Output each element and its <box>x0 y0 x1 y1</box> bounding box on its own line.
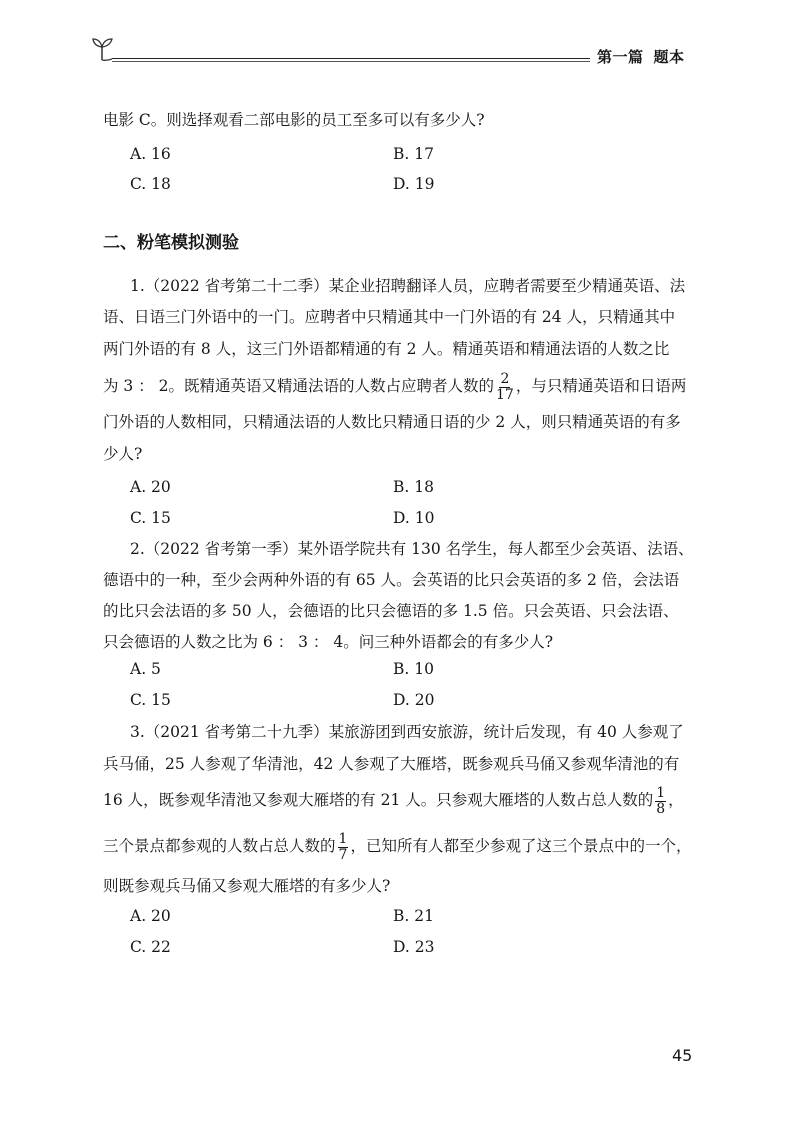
q2-option-b: B. 10 <box>393 660 434 678</box>
q1-line-6: 少人? <box>103 445 143 463</box>
q3-fraction-1-num: 1 <box>656 784 666 801</box>
q3-line-3 <box>103 780 684 820</box>
q1-option-c: C. 15 <box>130 509 171 527</box>
q1-fraction-den: 17 <box>496 386 514 403</box>
q1-line-4a: 为 3 ： 2。既精通英语又精通法语的人数占应聘者人数的 <box>103 377 495 395</box>
q1-option-d: D. 10 <box>393 509 435 527</box>
q2-option-c: C. 15 <box>130 691 171 709</box>
q3-option-a: A. 20 <box>130 907 171 925</box>
header-section: 第一篇 <box>597 48 644 66</box>
intro-option-c: C. 18 <box>130 175 171 193</box>
q3-fraction-2-den: 7 <box>338 846 348 863</box>
q1-line-2: 语、日语三门外语中的一门。应聘者中只精通其中一门外语的有 24 人，只精通其中 <box>103 308 676 326</box>
intro-option-b: B. 17 <box>393 145 434 163</box>
q2-line-3: 的比只会法语的多 50 人，会德语的比只会德语的多 1.5 倍。只会英语、只会法语、 <box>103 602 679 620</box>
q2-option-a: A. 5 <box>130 660 161 678</box>
q3-fraction-1 <box>655 786 666 817</box>
q3-line-4b: ，已知所有人都至少参观了这三个景点中的一个， <box>350 837 692 855</box>
q3-line-5: 则既参观兵马俑又参观大雁塔的有多少人? <box>103 877 391 895</box>
q3-fraction-1-den: 8 <box>656 800 666 817</box>
q2-line-2: 德语中的一种，至少会两种外语的有 65 人。会英语的比只会英语的多 2 倍，会法语 <box>103 571 680 589</box>
q1-option-b: B. 18 <box>393 478 434 496</box>
q1-line-5: 门外语的人数相同，只精通法语的人数比只精通日语的少 2 人，则只精通英语的有多 <box>103 413 681 431</box>
intro-option-a: A. 16 <box>130 145 171 163</box>
q3-line-4 <box>103 826 691 866</box>
q1-option-a: A. 20 <box>130 478 171 496</box>
q3-option-b: B. 21 <box>393 907 434 925</box>
sprout-icon <box>88 34 118 68</box>
q3-fraction-2 <box>338 832 349 863</box>
q3-option-c: C. 22 <box>130 938 171 956</box>
q3-line-3b: ， <box>668 791 684 809</box>
q1-fraction-num: 2 <box>500 370 510 387</box>
q2-line-4: 只会德语的人数之比为 6 ： 3 ： 4。问三种外语都会的有多少人? <box>103 633 554 651</box>
running-header <box>597 46 685 67</box>
q3-line-4a: 三个景点都参观的人数占总人数的 <box>103 837 336 855</box>
q1-line-1: 1.（2022 省考第二十二季）某企业招聘翻译人员，应聘者需要至少精通英语、法 <box>130 277 686 295</box>
q1-fraction <box>496 372 514 403</box>
q1-line-4b: ，与只精通英语和日语两 <box>515 377 687 395</box>
header-rule <box>112 58 590 59</box>
page-number: 45 <box>672 1046 693 1065</box>
q2-line-1: 2.（2022 省考第一季）某外语学院共有 130 名学生，每人都至少会英语、法语、 <box>130 540 694 558</box>
header-rule-thin <box>112 61 590 62</box>
intro-line: 电影 C。则选择观看二部电影的员工至多可以有多少人? <box>103 111 485 129</box>
q1-line-4 <box>103 370 686 403</box>
intro-option-d: D. 19 <box>393 175 435 193</box>
q3-fraction-2-num: 1 <box>338 830 348 847</box>
q3-line-2: 兵马俑，25 人参观了华清池，42 人参观了大雁塔，既参观兵马俑又参观华清池的有 <box>103 755 680 773</box>
q3-line-3a: 16 人，既参观华清池又参观大雁塔的有 21 人。只参观大雁塔的人数占总人数的 <box>103 791 654 809</box>
q3-option-d: D. 23 <box>393 938 435 956</box>
q2-option-d: D. 20 <box>393 691 435 709</box>
header-part: 题本 <box>653 48 685 66</box>
q1-line-3: 两门外语的有 8 人，这三门外语都精通的有 2 人。精通英语和精通法语的人数之比 <box>103 340 670 358</box>
section-title: 二、粉笔模拟测验 <box>103 233 239 253</box>
q3-line-1: 3.（2021 省考第二十九季）某旅游团到西安旅游，统计后发现，有 40 人参观了 <box>130 723 684 741</box>
